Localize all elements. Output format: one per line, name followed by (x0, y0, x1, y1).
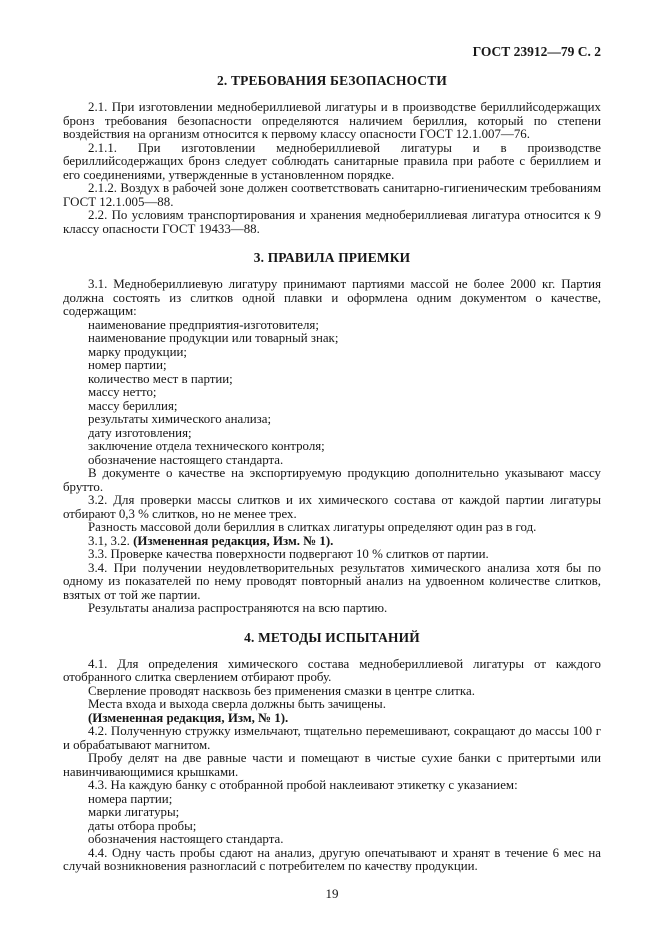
label-item: номера партии; (88, 791, 173, 806)
quality-doc-item: массу нетто; (88, 385, 157, 399)
quality-doc-item: марку продукции; (88, 344, 187, 359)
clause-4-1: 4.1. Для определения химического состава меднобериллиевой лигатуры от каждого отобранного слитка сверлением отбирают пробу. (63, 656, 601, 684)
beryllium-fraction-note: Разность массовой доли бериллия в слитках лигатуры определяют один раз в год. (88, 520, 537, 534)
label-item: обозначения настоящего стандарта. (88, 832, 284, 846)
clause-4-2: 4.2. Полученную стружку измельчают, тщательно перемешивают, сокращают до массы 100 г и обрабатывают магнитом. (63, 724, 601, 752)
label-item: марки лигатуры; (88, 805, 180, 819)
clause-3-3: 3.3. Проверке качества поверхности подвергают 10 % слитков от партии. (88, 547, 489, 561)
page-header (63, 45, 601, 59)
clause-3-4: 3.4. При получении неудовлетворительных результатов химического анализа хотя бы по одному из показателей по нему проводят повторный анализ на удвоенном количестве слитков, взятых от той же партии. (63, 560, 601, 602)
quality-doc-item: номер партии; (88, 358, 167, 372)
quality-doc-item: результаты химического анализа; (88, 412, 272, 426)
quality-doc-item: заключение отдела технического контроля; (88, 439, 325, 453)
clause-2-1-2: 2.1.2. Воздух в рабочей зоне должен соответствовать санитарно-гигиеническим требованиям ГОСТ 12.1.005—88. (63, 181, 601, 209)
section-2-safety-requirements (63, 74, 601, 236)
section-title: 4. МЕТОДЫ ИСПЫТАНИЙ (244, 629, 420, 645)
page-number: 19 (325, 885, 339, 901)
export-note: В документе о качестве на экспортируемую продукцию дополнительно указывают массу брутто. (63, 466, 601, 494)
clause-2-1: 2.1. При изготовлении меднобериллиевой лигатуры и в производстве бериллийсодержащих бронз требования безопасности определяются наличием бериллия, который по степени воздействия на организм относится к первому классу опасности ГОСТ 12.1.007—76. (63, 100, 601, 141)
amendment-note-4: (Измененная редакция, Изм, № 1). (88, 710, 289, 725)
quality-doc-item: количество мест в партии; (88, 371, 233, 386)
section-3-acceptance-rules (63, 251, 601, 616)
drill-holes-note: Места входа и выхода сверла должны быть зачищены. (88, 697, 386, 711)
quality-doc-item: наименование продукции или товарный знак; (88, 331, 339, 345)
page-footer (63, 887, 601, 901)
label-item: даты отбора пробы; (88, 818, 197, 833)
quality-doc-item: дату изготовления; (88, 425, 192, 440)
clause-3-1: 3.1. Меднобериллиевую лигатуру принимают партиями массой не более 2000 кг. Партия должна состоять из слитков одной плавки и оформлена одним документом о качестве, содержащим: (63, 277, 601, 318)
drilling-note: Сверление проводят насквозь без применения смазки в центре слитка. (88, 683, 475, 698)
section-4-test-methods (63, 631, 601, 874)
clause-4-3: 4.3. На каждую банку с отобранной пробой наклеивают этикетку с указанием: (88, 778, 518, 792)
results-note: Результаты анализа распространяются на всю партию. (88, 601, 388, 615)
section-title: 2. ТРЕБОВАНИЯ БЕЗОПАСНОСТИ (217, 73, 447, 88)
clause-2-1-1: 2.1.1. При изготовлении меднобериллиевой лигатуры и в производстве бериллийсодержащих бронз следует соблюдать санитарные правила при работе с бериллием и его соединениями, утвержденные в установленном порядке. (63, 140, 601, 182)
section-title: 3. ПРАВИЛА ПРИЕМКИ (253, 250, 411, 265)
quality-doc-item: обозначение настоящего стандарта. (88, 452, 284, 467)
sample-split-note: Пробу делят на две равные части и помещают в чистые сухие банки с притертыми или навинчивающимися крышками. (63, 751, 601, 779)
clause-4-4: 4.4. Одну часть пробы сдают на анализ, другую опечатывают и хранят в течение 6 мес на случай возникновения разногласий с потребителем по качеству продукции. (63, 845, 601, 873)
clause-3-2: 3.2. Для проверки массы слитков и их химического состава от каждой партии лигатуры отбирают 0,3 % слитков, но не менее трех. (63, 493, 601, 521)
clause-2-2: 2.2. По условиям транспортирования и хранения меднобериллиевая лигатура относится к 9 классу опасности ГОСТ 19433—88. (63, 208, 601, 236)
quality-doc-item: наименование предприятия-изготовителя; (88, 317, 319, 332)
document-body (63, 74, 601, 874)
quality-doc-item: массу бериллия; (88, 398, 178, 413)
amendment-note-3: 3.1, 3.2. (Измененная редакция, Изм. № 1). (88, 533, 334, 548)
document-reference: ГОСТ 23912—79 С. 2 (472, 44, 601, 59)
